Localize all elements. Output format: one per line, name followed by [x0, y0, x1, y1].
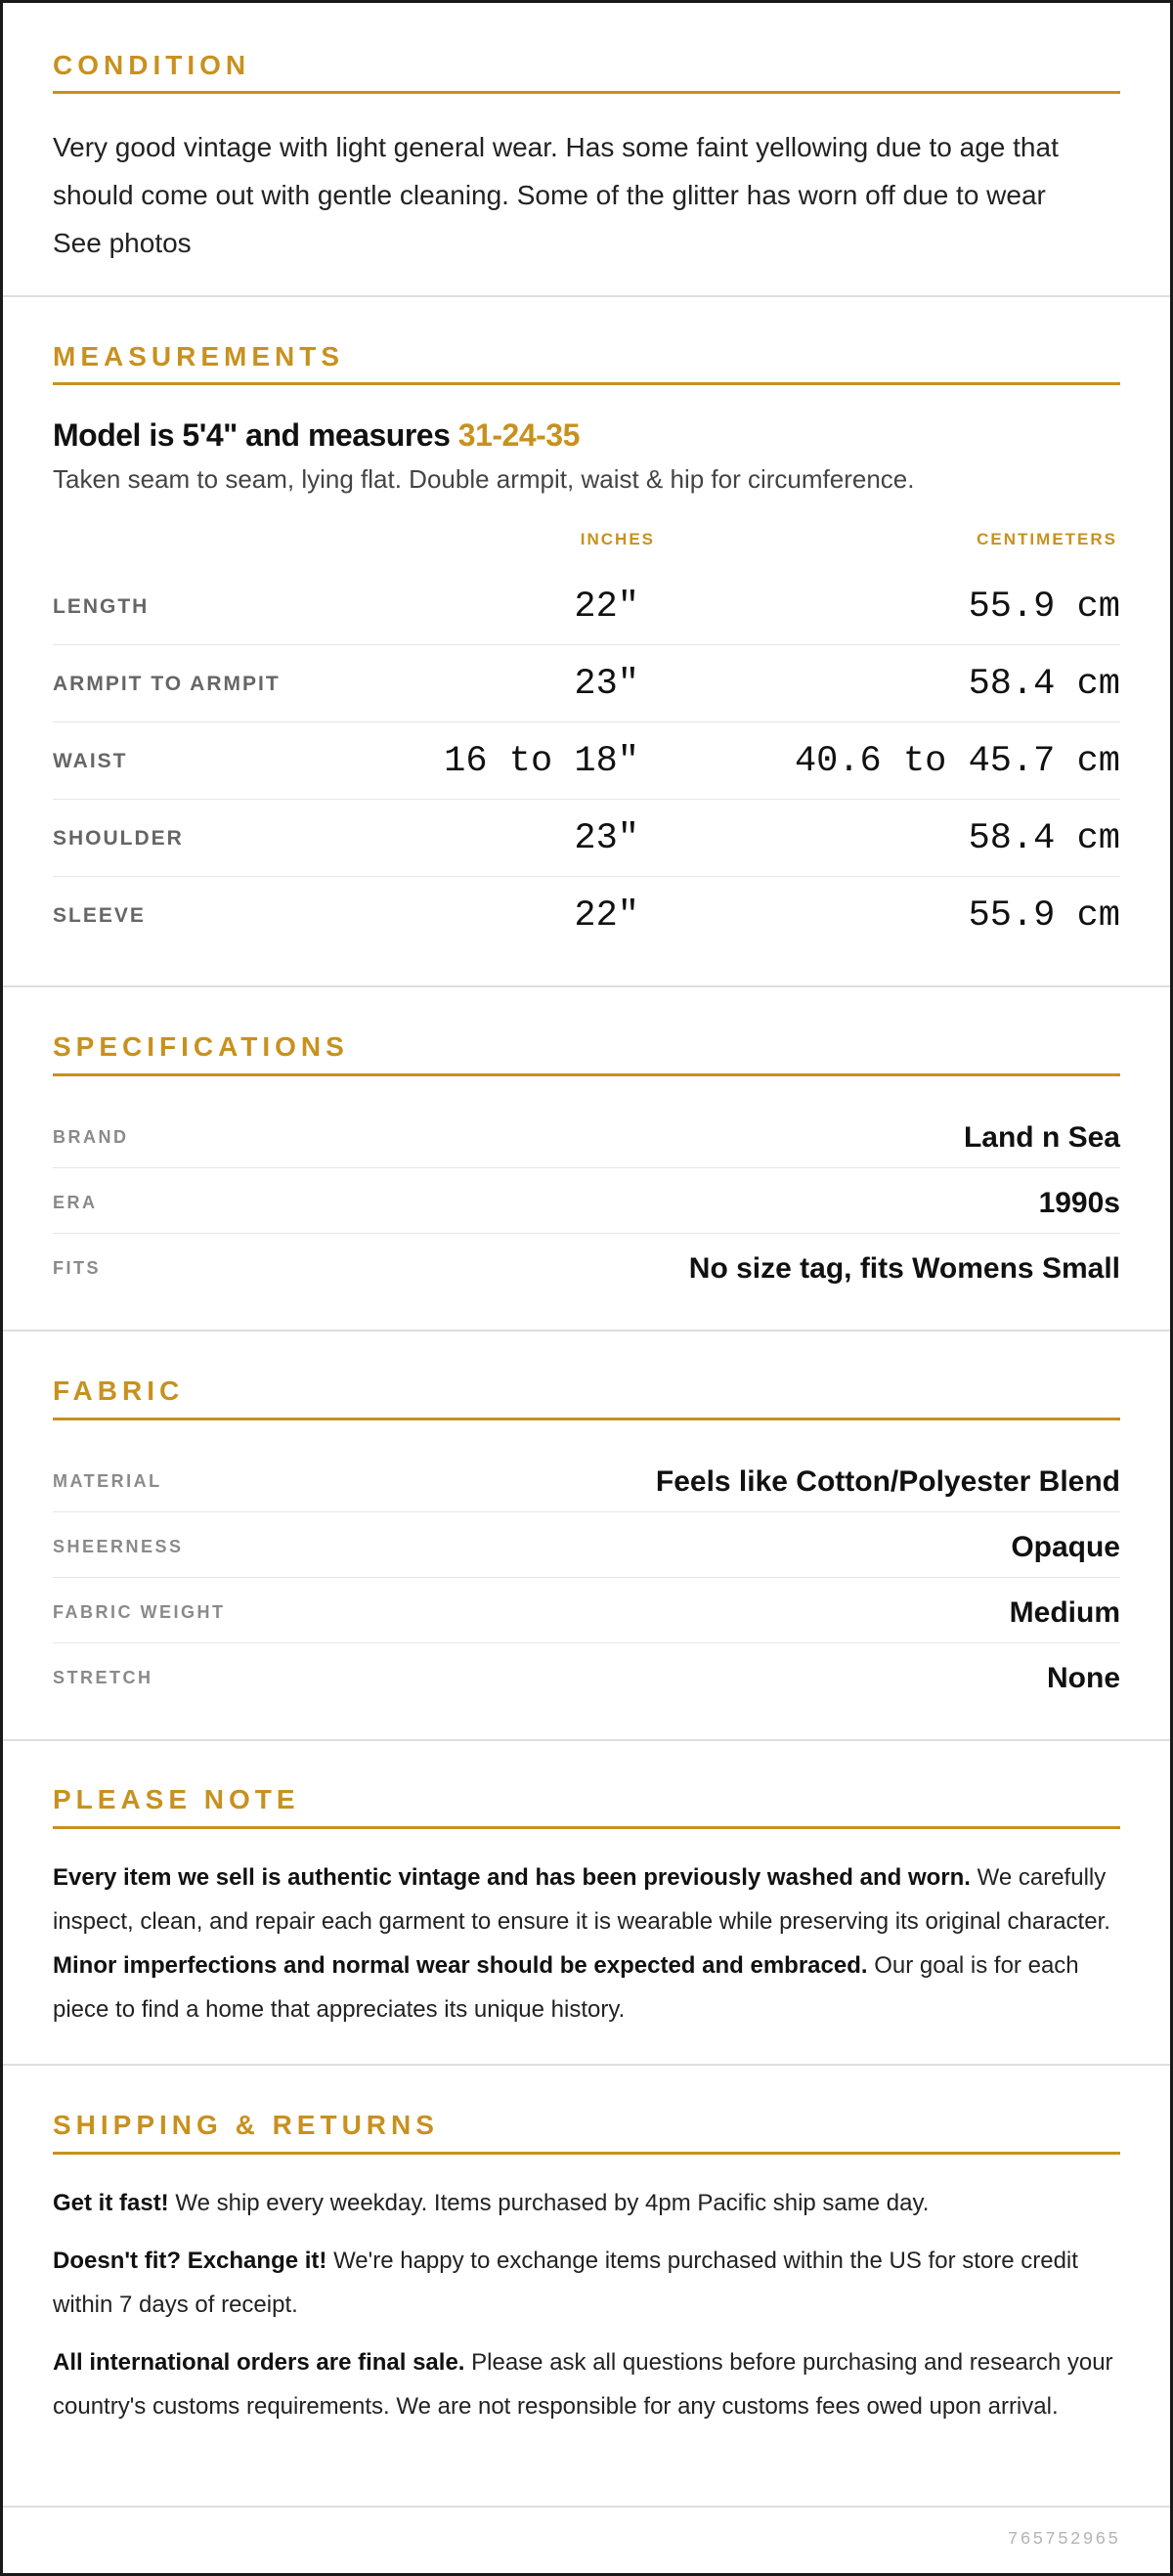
fabric-row-sheerness	[53, 1514, 1120, 1580]
shipping-exchange-text: We're happy to exchange items purchased within the US for store credit within 7 days of receipt.	[53, 2248, 1078, 2318]
shipping-fast-bold: Get it fast!	[53, 2190, 169, 2216]
please-note-heading: PLEASE NOTE	[53, 1784, 300, 1814]
centimeters-column-header: CENTIMETERS	[977, 530, 1117, 548]
measurement-label: SLEEVE	[53, 904, 146, 927]
fabric-value: Opaque	[1011, 1531, 1120, 1563]
fabric-value: Feels like Cotton/Polyester Blend	[655, 1465, 1120, 1498]
fabric-heading: FABRIC	[53, 1375, 185, 1406]
please-note-text	[53, 1856, 1128, 2031]
shipping-heading: SHIPPING & RETURNS	[53, 2110, 439, 2140]
spec-value: Land n Sea	[963, 1121, 1120, 1154]
note-bold-1: Every item we sell is authentic vintage and has been previously washed and worn.	[53, 1864, 971, 1891]
measurement-label: SHOULDER	[53, 827, 184, 850]
measurements-rule	[53, 382, 1120, 385]
shipping-exchange-bold: Doesn't fit? Exchange it!	[53, 2248, 327, 2274]
measurement-cm: 40.6 to 45.7 cm	[794, 741, 1120, 782]
condition-rule	[53, 91, 1120, 94]
condition-line: See photos	[53, 228, 192, 258]
fabric-label: FABRIC WEIGHT	[53, 1602, 226, 1622]
row-divider	[53, 1577, 1120, 1578]
specifications-rule	[53, 1073, 1120, 1076]
row-divider	[53, 1233, 1120, 1234]
measurement-label: LENGTH	[53, 595, 150, 618]
measurement-inches: 22"	[574, 587, 639, 628]
spec-value: No size tag, fits Womens Small	[688, 1252, 1120, 1285]
measurement-label: ARMPIT TO ARMPIT	[53, 673, 281, 695]
note-text-2: Our goal is for each piece to find a home that appreciates its unique history.	[53, 1952, 1079, 2023]
section-divider	[3, 295, 1170, 297]
fabric-label: STRETCH	[53, 1668, 153, 1687]
measurement-inches: 23"	[574, 818, 639, 859]
measurement-label: WAIST	[53, 750, 128, 772]
model-measures: 31-24-35	[457, 417, 580, 453]
measurement-row-armpit	[53, 645, 1120, 723]
model-info	[53, 417, 580, 454]
measurement-row-sleeve	[53, 877, 1120, 955]
condition-description	[53, 123, 1128, 267]
measurements-heading: MEASUREMENTS	[53, 341, 345, 371]
item-id: 765752965	[1007, 2530, 1120, 2550]
spec-value: 1990s	[1038, 1187, 1120, 1219]
measurement-cm: 58.4 cm	[968, 664, 1120, 705]
measurement-cm: 55.9 cm	[968, 587, 1120, 628]
spec-row-fits	[53, 1236, 1120, 1301]
row-divider	[53, 1642, 1120, 1643]
measurement-note: Taken seam to seam, lying flat. Double armpit, waist & hip for circumference.	[53, 464, 915, 494]
shipping-international	[53, 2340, 1128, 2428]
measurement-row-waist	[53, 722, 1120, 801]
fabric-label: MATERIAL	[53, 1471, 162, 1491]
note-bold-2: Minor imperfections and normal wear should be expected and embraced.	[53, 1952, 868, 1979]
shipping-fast	[53, 2181, 1128, 2225]
row-divider	[53, 1511, 1120, 1512]
section-divider	[3, 985, 1170, 987]
condition-line: should come out with gentle cleaning. Some of the glitter has worn off due to wear	[53, 180, 1046, 210]
fabric-value: None	[1047, 1662, 1120, 1694]
section-divider	[3, 2506, 1170, 2508]
shipping-international-bold: All international orders are final sale.	[53, 2349, 465, 2376]
fabric-row-weight	[53, 1580, 1120, 1645]
condition-line: Very good vintage with light general wear. Has some faint yellowing due to age that	[53, 132, 1059, 162]
spec-label: FITS	[53, 1258, 101, 1278]
inches-column-header: INCHES	[580, 530, 655, 548]
measurement-row-shoulder	[53, 800, 1120, 878]
measurement-cm: 55.9 cm	[968, 895, 1120, 937]
spec-label: BRAND	[53, 1127, 129, 1147]
measurement-cm: 58.4 cm	[968, 818, 1120, 859]
spec-row-brand	[53, 1105, 1120, 1170]
row-divider	[53, 1167, 1120, 1168]
measurement-inches: 23"	[574, 664, 639, 705]
measurement-inches: 16 to 18"	[444, 741, 639, 782]
fabric-label: SHEERNESS	[53, 1537, 184, 1556]
spec-row-era	[53, 1170, 1120, 1236]
shipping-fast-text: We ship every weekday. Items purchased by 4pm Pacific ship same day.	[168, 2190, 930, 2216]
section-divider	[3, 1330, 1170, 1332]
spec-label: ERA	[53, 1193, 98, 1212]
please-note-rule	[53, 1826, 1120, 1829]
fabric-value: Medium	[1009, 1596, 1120, 1629]
measurement-row-length	[53, 568, 1120, 646]
model-prefix: Model is 5'4" and measures	[53, 417, 458, 453]
note-text-1: We carefully inspect, clean, and repair each garment to ensure it is wearable while preserving its original character.	[53, 1864, 1110, 1935]
section-divider	[3, 1739, 1170, 1741]
fabric-row-stretch	[53, 1645, 1120, 1711]
condition-heading: CONDITION	[53, 50, 251, 80]
fabric-rule	[53, 1418, 1120, 1420]
fabric-row-material	[53, 1449, 1120, 1514]
measurement-inches: 22"	[574, 895, 639, 937]
section-divider	[3, 2064, 1170, 2066]
shipping-exchange	[53, 2239, 1128, 2327]
shipping-international-text: Please ask all questions before purchasing and research your country's customs requirements. We are not responsible for any customs fees owed upon arrival.	[53, 2349, 1113, 2420]
specifications-heading: SPECIFICATIONS	[53, 1031, 349, 1062]
shipping-rule	[53, 2152, 1120, 2155]
